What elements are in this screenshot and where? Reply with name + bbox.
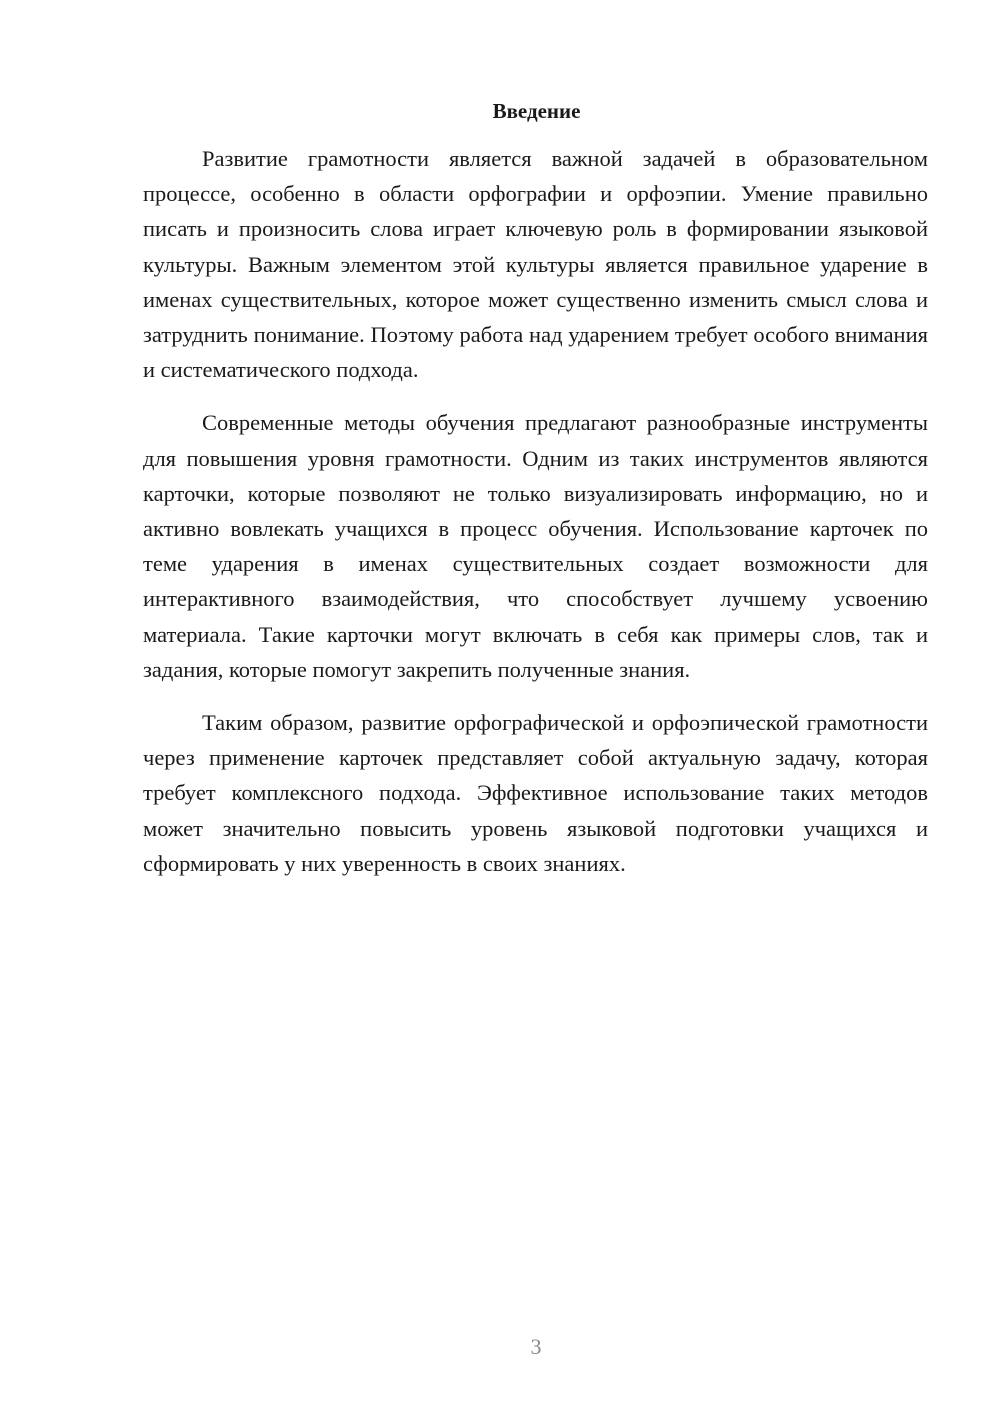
paragraph-3: Таким образом, развитие орфографической и орфоэпической грамотности через применение карточек представляет собой актуальную задачу, которая требует комплексного подхода. Эффективное использование таких методов может значительно повысить уровень языковой подготовки учащихся и сформировать у них уверенность в своих знаниях. [143,710,928,876]
page-content [143,95,928,899]
paragraph-1: Развитие грамотности является важной задачей в образовательном процессе, особенно в области орфографии и орфоэпии. Умение правильно писать и произносить слова играет ключевую роль в формировании языковой культуры. Важным элементом этой культуры является правильное ударение в именах существительных, которое может существенно изменить смысл слова и затруднить понимание. Поэтому работа над ударением требует особого внимания и систематического подхода. [143,146,928,383]
paragraph-2: Современные методы обучения предлагают разнообразные инструменты для повышения уровня грамотности. Одним из таких инструментов являются карточки, которые позволяют не только визуализировать информацию, но и активно вовлекать учащихся в процесс обучения. Использование карточек по теме ударения в именах существительных создает возможности для интерактивного взаимодействия, что способствует лучшему усвоению материала. Такие карточки могут включать в себя как примеры слов, так и задания, которые помогут закрепить полученные знания. [143,410,928,682]
page-number: 3 [530,1334,542,1359]
section-heading: Введение [492,99,581,123]
